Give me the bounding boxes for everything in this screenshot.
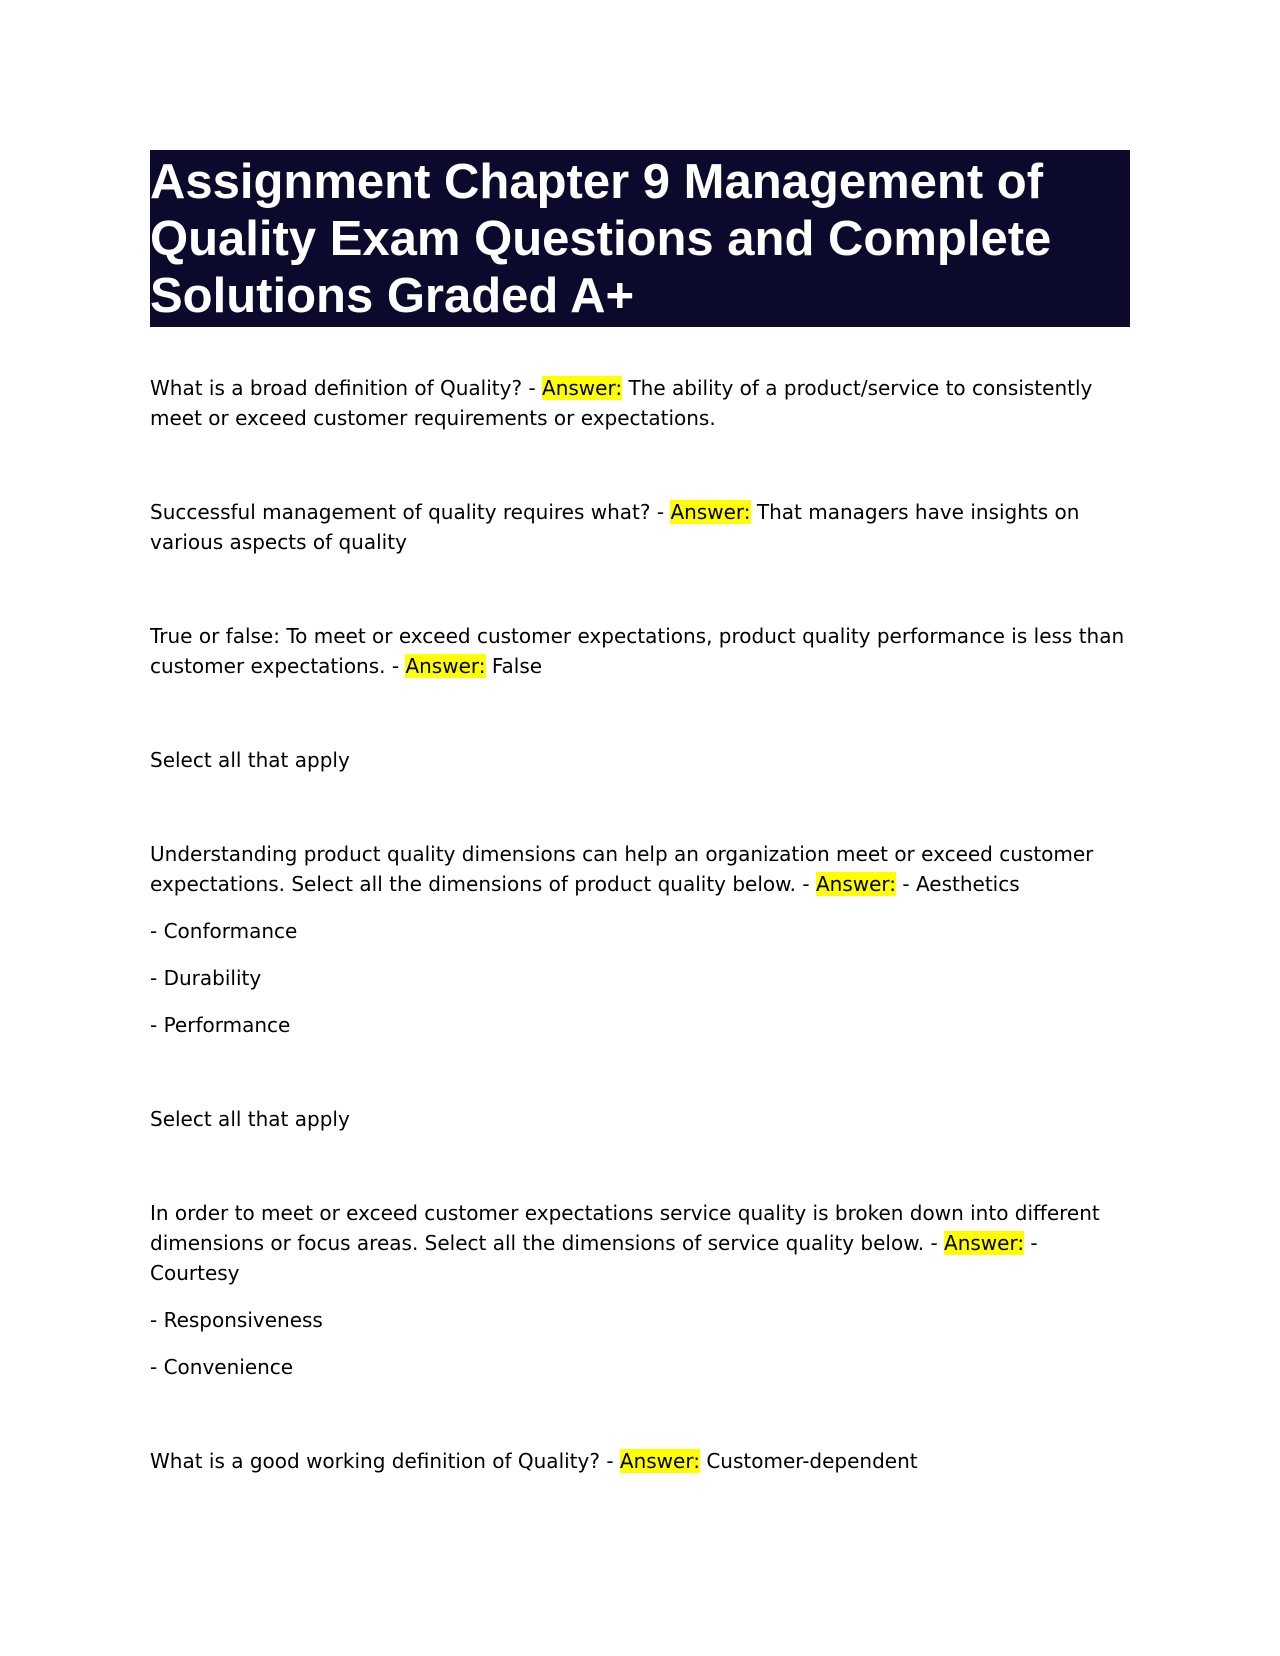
answer-text: Customer-dependent <box>699 1449 918 1473</box>
question-text: True or false: To meet or exceed customer expectations, product quality performance is less than customer expectations. - <box>150 624 1125 678</box>
document-title: Assignment Chapter 9 Management of Quality Exam Questions and Complete Solutions Graded A+ <box>150 150 1130 327</box>
answer-list-item: - Conformance <box>150 919 298 943</box>
answer-text: The ability of a product/service to consistently meet or exceed customer requirements or expectations. <box>150 376 1093 430</box>
answer-highlight: Answer: <box>619 1449 700 1473</box>
qa-item-1 <box>150 373 1130 433</box>
qa-item-2 <box>150 497 1130 557</box>
answer-list-item: - Convenience <box>150 1355 294 1379</box>
question-text: In order to meet or exceed customer expectations service quality is broken down into different dimensions or focus areas. Select all the dimensions of service quality below. - <box>150 1201 1100 1255</box>
answer-highlight: Answer: <box>670 500 751 524</box>
question-text: What is a broad definition of Quality? - <box>150 376 543 400</box>
document-page <box>150 150 1130 1476</box>
qa-item-3 <box>150 621 1130 681</box>
answer-highlight: Answer: <box>944 1231 1025 1255</box>
answer-list-item: - Durability <box>150 966 262 990</box>
answer-list-item: - Performance <box>150 1013 291 1037</box>
answer-highlight: Answer: <box>542 376 623 400</box>
qa-item-6 <box>150 1446 1130 1476</box>
answer-text: - Aesthetics <box>896 872 1020 896</box>
answer-highlight: Answer: <box>405 654 486 678</box>
answer-list-item: - Responsiveness <box>150 1308 323 1332</box>
question-text: What is a good working definition of Quality? - <box>150 1449 620 1473</box>
select-all-note-1: Select all that apply <box>150 748 350 772</box>
question-text: Understanding product quality dimensions can help an organization meet or exceed customer expectations. Select all the dimensions of product quality below. - <box>150 842 1094 896</box>
answer-text: False <box>485 654 543 678</box>
answer-text: That managers have insights on various aspects of quality <box>150 500 1080 554</box>
qa-item-4 <box>150 839 1130 899</box>
select-all-note-2: Select all that apply <box>150 1107 350 1131</box>
answer-text: - Courtesy <box>150 1231 1038 1285</box>
answer-highlight: Answer: <box>815 872 897 896</box>
question-text: Successful management of quality requires what? - <box>150 500 671 524</box>
document-body <box>150 373 1130 1476</box>
qa-item-5 <box>150 1198 1130 1288</box>
